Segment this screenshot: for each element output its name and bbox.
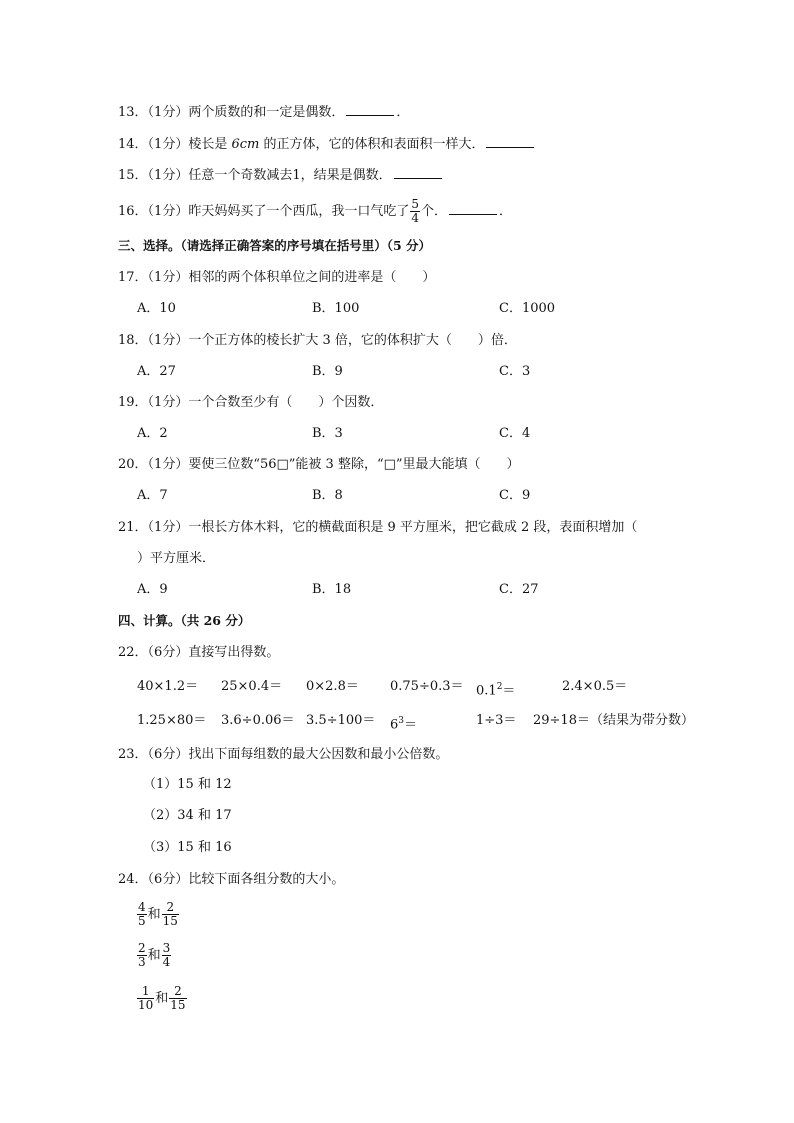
question-16-text: 16．（1分）昨天妈妈买了一个西瓜，我一口气吃了	[118, 204, 410, 219]
calc-item: 2.4×0.5＝	[562, 679, 628, 694]
option-a[interactable]: A．27	[137, 364, 176, 379]
calc-exponent: 3	[398, 716, 405, 726]
option-b[interactable]: B．3	[312, 426, 343, 441]
calc-item: 3.6÷0.06＝	[221, 713, 295, 728]
option-b[interactable]: B．8	[312, 488, 343, 503]
question-23: 23．（6分）找出下面每组数的最大公因数和最小公倍数。	[118, 747, 449, 762]
question-14	[118, 136, 536, 153]
fraction	[137, 942, 147, 969]
fraction-numerator: 2	[162, 901, 179, 915]
fraction-denominator: 4	[162, 955, 171, 969]
option-b[interactable]: B．18	[312, 582, 352, 597]
calc-base: 6	[390, 717, 399, 733]
fraction	[137, 901, 147, 928]
and-word: 和	[147, 948, 161, 963]
calc-item: 29÷18＝（结果为带分数）	[533, 713, 694, 728]
question-13	[118, 104, 409, 121]
calc-item: 1÷3＝	[476, 713, 517, 728]
question-18: 18．（1分）一个正方体的棱长扩大 3 倍，它的体积扩大（ ）倍．	[118, 333, 517, 348]
fraction	[410, 198, 420, 225]
calc-item	[390, 713, 417, 733]
question-16-after: 个．	[420, 204, 447, 219]
calc-equals: ＝	[404, 717, 418, 733]
question-14-text-a: 14．（1分）棱长是	[118, 137, 232, 152]
calc-base: 0.1	[476, 683, 497, 699]
sub-item: （2）34 和 17	[143, 808, 232, 823]
option-a[interactable]: A．9	[137, 582, 168, 597]
option-c[interactable]: C．1000	[499, 301, 556, 316]
fraction-denominator: 3	[138, 955, 146, 969]
answer-blank-16[interactable]	[449, 203, 497, 215]
answer-blank-14[interactable]	[486, 136, 534, 148]
fraction-denominator: 5	[138, 914, 146, 928]
fraction	[162, 942, 172, 969]
and-word: 和	[155, 991, 169, 1006]
question-19: 19．（1分）一个合数至少有（ ）个因数．	[118, 395, 384, 410]
calc-equals: ＝	[502, 683, 516, 699]
question-14-unit: 6cm	[231, 137, 260, 152]
fraction-pair	[136, 940, 172, 972]
section-3-title: 三、选择。（请选择正确答案的序号填在括号里）（5 分）	[118, 238, 432, 253]
fraction	[137, 985, 154, 1012]
calc-item: 0.75÷0.3＝	[390, 679, 464, 694]
question-15	[118, 167, 444, 184]
option-c[interactable]: C．27	[499, 582, 539, 597]
calc-item: 0×2.8＝	[306, 679, 359, 694]
fraction-denominator: 15	[170, 998, 186, 1012]
sub-item: （1）15 和 12	[143, 777, 232, 792]
fraction-pair	[136, 899, 180, 931]
section-4-title: 四、计算。（共 26 分）	[118, 613, 251, 628]
answer-blank-13[interactable]	[346, 104, 394, 116]
option-b[interactable]: B．9	[312, 364, 343, 379]
question-21: 21．（1分）一根长方体木料，它的横截面积是 9 平方厘米，把它截成 2 段，表面积增加（	[118, 520, 638, 535]
option-a[interactable]: A．7	[137, 488, 168, 503]
answer-blank-15[interactable]	[394, 167, 442, 179]
question-15-text: 15．（1分）任意一个奇数减去1，结果是偶数．	[118, 168, 392, 183]
fraction-denominator: 10	[138, 998, 154, 1012]
period: ．	[498, 204, 512, 219]
fraction-numerator: 5	[411, 197, 419, 211]
and-word: 和	[147, 907, 161, 922]
fraction-pair	[136, 983, 188, 1015]
sub-item: （3）15 和 16	[143, 840, 232, 855]
option-c[interactable]: C．9	[499, 488, 531, 503]
option-c[interactable]: C．4	[499, 426, 531, 441]
fraction-numerator: 2	[138, 941, 146, 955]
calc-item: 40×1.2＝	[137, 679, 199, 694]
question-20: 20．（1分）要使三位数“56□”能被 3 整除，“□”里最大能填（ ）	[118, 457, 520, 472]
option-b[interactable]: B．100	[312, 301, 360, 316]
fraction-denominator: 15	[162, 914, 178, 928]
question-17: 17．（1分）相邻的两个体积单位之间的进率是（ ）	[118, 270, 436, 285]
fraction	[169, 985, 186, 1012]
question-21-continued: ）平方厘米．	[137, 551, 216, 566]
fraction-denominator: 4	[411, 211, 419, 225]
fraction	[162, 901, 179, 928]
period: ．	[396, 105, 410, 120]
calc-item: 3.5÷100＝	[306, 713, 376, 728]
option-a[interactable]: A．2	[137, 426, 168, 441]
calc-item: 1.25×80＝	[137, 713, 207, 728]
question-24: 24．（6分）比较下面各组分数的大小。	[118, 872, 345, 887]
question-16	[118, 197, 512, 227]
option-a[interactable]: A．10	[137, 301, 176, 316]
calc-exponent: 2	[496, 682, 503, 692]
question-14-text-b: 的正方体，它的体积和表面积一样大．	[259, 137, 485, 152]
question-13-text: 13．（1分）两个质数的和一定是偶数．	[118, 105, 345, 120]
option-c[interactable]: C．3	[499, 364, 531, 379]
calc-item	[476, 679, 515, 699]
question-22: 22．（6分）直接写出得数。	[118, 645, 280, 660]
fraction-numerator: 1	[137, 985, 154, 999]
calc-item: 25×0.4＝	[221, 679, 283, 694]
fraction-numerator: 2	[169, 985, 186, 999]
fraction-numerator: 3	[162, 941, 171, 955]
fraction-numerator: 4	[138, 900, 146, 914]
